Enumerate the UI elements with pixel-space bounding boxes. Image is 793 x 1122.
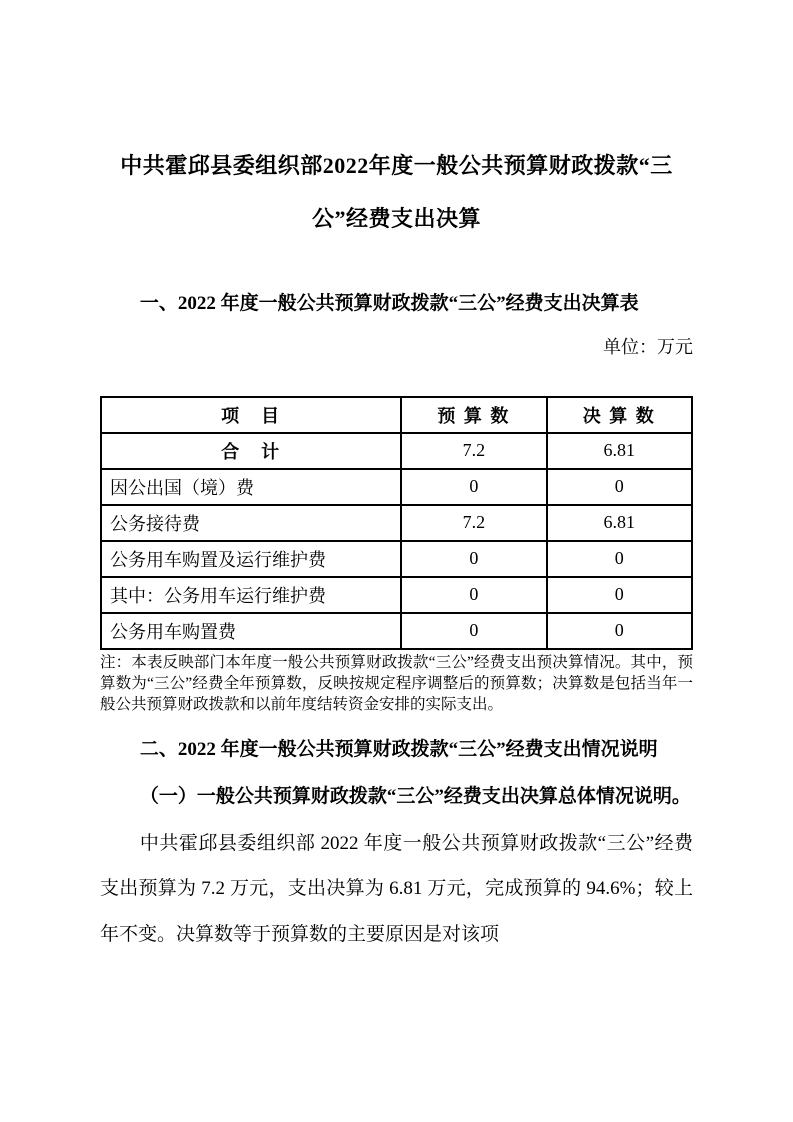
final-value: 6.81: [547, 505, 692, 541]
table-row-vehicle-total: [101, 541, 692, 577]
document-title: 中共霍邱县委组织部2022年度一般公共预算财政拨款“三公”经费支出决算: [120, 153, 673, 231]
table-note: 注：本表反映部门本年度一般公共预算财政拨款“三公”经费支出预决算情况。其中，预算数为“三公”经费全年预算数，反映按规定程序调整后的预算数；决算数是包括当年一般公共预算财政拨款和以前年度结转资金安排的实际支出。: [100, 653, 693, 713]
header-item: 项 目: [101, 397, 401, 433]
final-value: 0: [547, 469, 692, 505]
budget-value: 0: [401, 541, 546, 577]
table-row-vehicle-purchase: [101, 613, 692, 649]
table-row-total: [101, 433, 692, 469]
budget-value: 0: [401, 469, 546, 505]
final-value: 0: [547, 541, 692, 577]
unit-label: 单位：万元: [603, 337, 693, 358]
section2-heading: 二、2022 年度一般公共预算财政拨款“三公”经费支出情况说明: [139, 738, 658, 760]
header-final: 决 算 数: [547, 397, 692, 433]
table-row-abroad: [101, 469, 692, 505]
body-paragraph-1: 中共霍邱县委组织部 2022 年度一般公共预算财政拨款“三公”经费支出预算为 7.2 万元，支出决算为 6.81 万元，完成预算的 94.6%；较上年不变。决算数等于预算数的主要原因是对该项: [100, 832, 693, 945]
sub1-heading: （一）一般公共预算财政拨款“三公”经费支出决算总体情况说明。: [139, 786, 691, 808]
final-value: 6.81: [547, 433, 692, 469]
row-label: 合 计: [101, 433, 401, 469]
final-value: 0: [547, 613, 692, 649]
budget-value: 0: [401, 577, 546, 613]
budget-value: 7.2: [401, 505, 546, 541]
row-label: 因公出国（境）费: [101, 469, 401, 505]
section2: [100, 726, 693, 958]
row-label: 公务接待费: [101, 505, 401, 541]
row-label: 公务用车购置及运行维护费: [101, 541, 401, 577]
row-label: 公务用车购置费: [101, 613, 401, 649]
section1-heading: 一、2022 年度一般公共预算财政拨款“三公”经费支出决算表: [139, 292, 639, 314]
table-row-vehicle-operation: [101, 577, 692, 613]
header-budget: 预 算 数: [401, 397, 546, 433]
sangong-expense-table: [100, 396, 693, 650]
table-row-reception: [101, 505, 692, 541]
final-value: 0: [547, 577, 692, 613]
budget-value: 7.2: [401, 433, 546, 469]
row-label: 其中：公务用车运行维护费: [101, 577, 401, 613]
budget-value: 0: [401, 613, 546, 649]
table-header-row: [101, 397, 692, 433]
